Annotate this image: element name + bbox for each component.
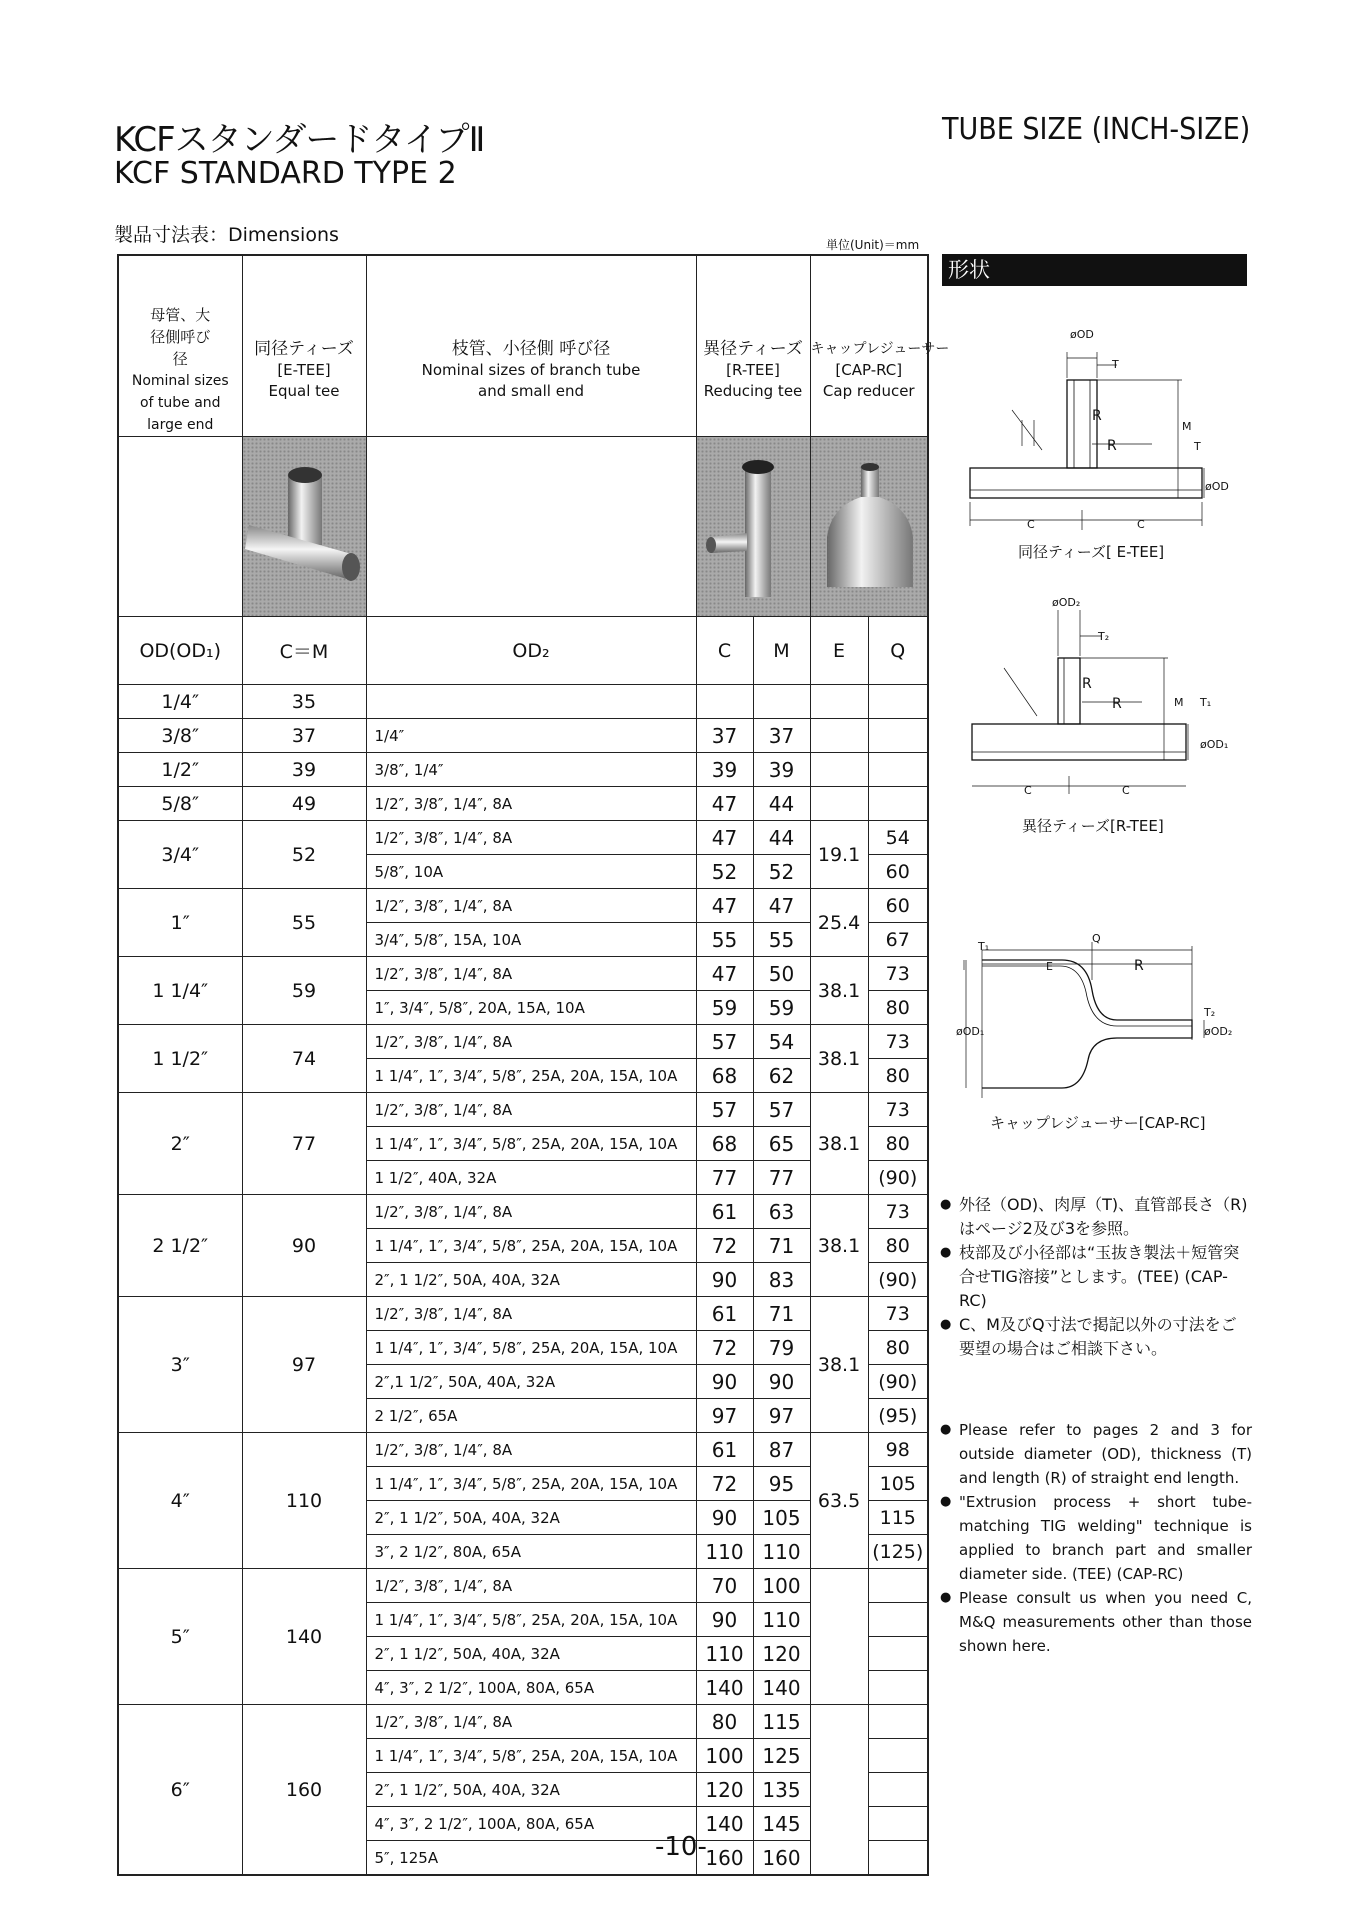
table-row [118,821,928,855]
rtee-caption: 異径ティーズ[R-TEE] [1022,817,1164,835]
q-cell: 73 [868,1025,928,1059]
q-cell: (95) [868,1399,928,1433]
e-cell [810,753,868,787]
c-cell: 72 [696,1331,753,1365]
table-row [118,1433,928,1467]
q-cell: (90) [868,1161,928,1195]
q-cell: (90) [868,1365,928,1399]
od2-cell: 2″, 1 1/2″, 50A, 40A, 32A [366,1263,696,1297]
q-cell [868,1705,928,1739]
m-cell: 125 [753,1739,810,1773]
q-cell: (125) [868,1535,928,1569]
od2-cell [366,685,696,719]
od-cell: 4″ [118,1433,242,1569]
m-cell: 52 [753,855,810,889]
e-cell: 25.4 [810,889,868,957]
note-en-1: ● Please refer to pages 2 and 3 for outside diameter (OD), thickness (T) and length (R) of straight end length. [940,1418,1252,1490]
q-cell [868,753,928,787]
m-cell: 105 [753,1501,810,1535]
svg-text:C: C [1122,784,1130,797]
c-cell: 61 [696,1297,753,1331]
c-cell: 68 [696,1059,753,1093]
svg-text:R: R [1134,958,1144,974]
cap-reducer-header: キャップレジューサー [CAP-RC] Cap reducer [810,255,928,437]
od-cell: 5/8″ [118,787,242,821]
col-m: M [753,617,810,685]
m-cell: 90 [753,1365,810,1399]
od-cell: 3″ [118,1297,242,1433]
blank-photo-cell [118,437,242,617]
c-cell: 47 [696,957,753,991]
svg-text:R: R [1092,408,1102,424]
q-cell: 80 [868,1229,928,1263]
col-od: OD(OD₁) [118,617,242,685]
branch-size-header: 枝管、小径側 呼び径 Nominal sizes of branch tube and small end [366,255,696,437]
q-cell [868,1841,928,1876]
od-cell: 1 1/4″ [118,957,242,1025]
svg-text:øOD: øOD [1070,328,1094,341]
svg-text:øOD₁: øOD₁ [1200,738,1229,751]
table-row [118,889,928,923]
q-cell: 115 [868,1501,928,1535]
tube-size-title: TUBE SIZE (INCH-SIZE) [942,112,1251,147]
od2-cell: 1/2″, 3/8″, 1/4″, 8A [366,1093,696,1127]
etee-caption: 同径ティーズ[ E-TEE] [1018,543,1165,561]
e-cell [810,1569,868,1705]
od2-cell: 1/2″, 3/8″, 1/4″, 8A [366,1433,696,1467]
e-cell: 38.1 [810,957,868,1025]
dimensions-label: 製品寸法表：Dimensions [114,224,339,246]
m-cell [753,685,810,719]
m-cell: 65 [753,1127,810,1161]
q-cell [868,1569,928,1603]
m-cell: 135 [753,1773,810,1807]
cap-caption: キャップレジューサー[CAP-RC] [990,1114,1206,1132]
q-cell: 98 [868,1433,928,1467]
reducing-tee-diagram [942,598,1252,818]
od2-cell: 1/2″, 3/8″, 1/4″, 8A [366,1195,696,1229]
svg-text:M: M [1182,420,1192,433]
svg-text:øOD₂: øOD₂ [1204,1025,1233,1038]
svg-text:T₂: T₂ [1098,630,1110,643]
c-cell: 37 [696,719,753,753]
svg-text:Q: Q [1092,932,1101,945]
c-cell: 77 [696,1161,753,1195]
od2-cell: 1 1/4″, 1″, 3/4″, 5/8″, 25A, 20A, 15A, 10A [366,1739,696,1773]
c-cell: 61 [696,1195,753,1229]
page-number: -10- [655,1832,707,1862]
q-cell: 80 [868,991,928,1025]
od2-cell: 1 1/4″, 1″, 3/4″, 5/8″, 25A, 20A, 15A, 10A [366,1331,696,1365]
table-row [118,1569,928,1603]
cm-cell: 52 [242,821,366,889]
svg-text:C: C [1027,518,1035,531]
od-cell: 1″ [118,889,242,957]
m-cell: 87 [753,1433,810,1467]
e-cell [810,719,868,753]
table-row [118,787,928,821]
od-cell: 3/4″ [118,821,242,889]
q-cell [868,1603,928,1637]
q-cell [868,787,928,821]
e-cell [810,685,868,719]
q-cell: 73 [868,1195,928,1229]
m-cell: 71 [753,1229,810,1263]
dimensions-table [117,254,950,1876]
e-cell: 19.1 [810,821,868,889]
od2-cell: 3″, 2 1/2″, 80A, 65A [366,1535,696,1569]
photo-row [118,437,928,617]
od2-cell: 2″,1 1/2″, 50A, 40A, 32A [366,1365,696,1399]
blank-photo-cell [366,437,696,617]
header-row [118,255,928,437]
c-cell: 55 [696,923,753,957]
od2-cell: 1 1/2″, 40A, 32A [366,1161,696,1195]
cm-cell: 35 [242,685,366,719]
c-cell: 57 [696,1093,753,1127]
svg-text:R: R [1112,696,1122,712]
svg-text:C: C [1137,518,1145,531]
m-cell: 77 [753,1161,810,1195]
svg-text:øOD₂: øOD₂ [1052,596,1081,609]
table-row [118,957,928,991]
q-cell: 54 [868,821,928,855]
note-en-3: ● Please consult us when you need C, M&Q measurements other than those shown here. [940,1586,1252,1658]
cm-cell: 55 [242,889,366,957]
rtee-header: 異径ティーズ [R-TEE] Reducing tee [696,255,810,437]
cm-cell: 90 [242,1195,366,1297]
c-cell: 47 [696,821,753,855]
m-cell: 140 [753,1671,810,1705]
od-cell: 3/8″ [118,719,242,753]
od2-cell: 1/2″, 3/8″, 1/4″, 8A [366,1569,696,1603]
table-row [118,1195,928,1229]
od2-cell: 1/2″, 3/8″, 1/4″, 8A [366,787,696,821]
table-row [118,1093,928,1127]
q-cell [868,1773,928,1807]
svg-text:C: C [1024,784,1032,797]
od2-cell: 1 1/4″, 1″, 3/4″, 5/8″, 25A, 20A, 15A, 10A [366,1229,696,1263]
od-cell: 1/4″ [118,685,242,719]
q-cell: 80 [868,1127,928,1161]
cm-cell: 37 [242,719,366,753]
q-cell [868,1637,928,1671]
c-cell: 90 [696,1603,753,1637]
e-cell: 38.1 [810,1297,868,1433]
q-cell: 67 [868,923,928,957]
od2-cell: 4″, 3″, 2 1/2″, 100A, 80A, 65A [366,1671,696,1705]
od2-cell: 2″, 1 1/2″, 50A, 40A, 32A [366,1637,696,1671]
c-cell: 100 [696,1739,753,1773]
svg-text:E: E [1046,960,1053,973]
e-cell: 38.1 [810,1195,868,1297]
od2-cell: 5″, 125A [366,1841,696,1876]
od2-cell: 1 1/4″, 1″, 3/4″, 5/8″, 25A, 20A, 15A, 10A [366,1127,696,1161]
c-cell: 72 [696,1229,753,1263]
m-cell: 100 [753,1569,810,1603]
c-cell: 57 [696,1025,753,1059]
reducing-tee-photo [696,437,810,617]
etee-header: 同径ティーズ [E-TEE] Equal tee [242,255,366,437]
od-cell: 6″ [118,1705,242,1876]
c-cell: 90 [696,1263,753,1297]
m-cell: 39 [753,753,810,787]
svg-text:R: R [1082,676,1092,692]
e-cell [810,1705,868,1876]
od2-cell: 2 1/2″, 65A [366,1399,696,1433]
e-cell: 38.1 [810,1093,868,1195]
od2-cell: 1 1/4″, 1″, 3/4″, 5/8″, 25A, 20A, 15A, 10A [366,1603,696,1637]
m-cell: 54 [753,1025,810,1059]
m-cell: 55 [753,923,810,957]
od2-cell: 4″, 3″, 2 1/2″, 100A, 80A, 65A [366,1807,696,1841]
c-cell: 90 [696,1365,753,1399]
notes-jp [940,1193,1252,1361]
od2-cell: 3/8″, 1/4″ [366,753,696,787]
note-jp-2: ● 枝部及び小径部は“玉抜き製法＋短管突合せTIG溶接”とします。(TEE) (CAP-RC) [940,1241,1252,1313]
m-cell: 47 [753,889,810,923]
m-cell: 110 [753,1535,810,1569]
svg-text:R: R [1107,438,1117,454]
m-cell: 110 [753,1603,810,1637]
m-cell: 37 [753,719,810,753]
q-cell: 73 [868,1093,928,1127]
cm-cell: 160 [242,1705,366,1876]
od-cell: 5″ [118,1569,242,1705]
m-cell: 57 [753,1093,810,1127]
main-size-header: 母管、大径側呼び径 Nominal sizes of tube and large end [118,255,242,437]
cm-cell: 39 [242,753,366,787]
equal-tee-photo [242,437,366,617]
col-e: E [810,617,868,685]
c-cell: 80 [696,1705,753,1739]
od2-cell: 1/2″, 3/8″, 1/4″, 8A [366,821,696,855]
od2-cell: 1/2″, 3/8″, 1/4″, 8A [366,957,696,991]
c-cell: 110 [696,1637,753,1671]
od2-cell: 2″, 1 1/2″, 50A, 40A, 32A [366,1501,696,1535]
note-jp-1: ● 外径（OD)、肉厚（T)、直管部長さ（R)はページ2及び3を参照。 [940,1193,1252,1241]
cm-cell: 97 [242,1297,366,1433]
c-cell: 39 [696,753,753,787]
note-jp-3: ● C、M及びQ寸法で掲記以外の寸法をご要望の場合はご相談下さい。 [940,1313,1252,1361]
cap-reducer-photo [810,437,928,617]
m-cell: 160 [753,1841,810,1876]
table-row [118,1025,928,1059]
col-cm: C＝M [242,617,366,685]
q-cell [868,1807,928,1841]
cm-cell: 74 [242,1025,366,1093]
q-cell: 60 [868,855,928,889]
od2-cell: 1/2″, 3/8″, 1/4″, 8A [366,1025,696,1059]
cm-cell: 49 [242,787,366,821]
m-cell: 145 [753,1807,810,1841]
q-cell: 80 [868,1331,928,1365]
svg-text:M: M [1174,696,1184,709]
od2-cell: 2″, 1 1/2″, 50A, 40A, 32A [366,1773,696,1807]
od2-cell: 5/8″, 10A [366,855,696,889]
unit-label: 単位(Unit)＝mm [826,238,920,252]
m-cell: 115 [753,1705,810,1739]
m-cell: 79 [753,1331,810,1365]
od2-cell: 1 1/4″, 1″, 3/4″, 5/8″, 25A, 20A, 15A, 10A [366,1059,696,1093]
title-jp: KCFスタンダードタイプⅡ [114,120,485,160]
c-cell: 52 [696,855,753,889]
m-cell: 120 [753,1637,810,1671]
q-cell: 80 [868,1059,928,1093]
q-cell [868,719,928,753]
c-cell: 68 [696,1127,753,1161]
c-cell [696,685,753,719]
c-cell: 72 [696,1467,753,1501]
q-cell: 73 [868,1297,928,1331]
table-row [118,685,928,719]
svg-text:øOD: øOD [1205,480,1229,493]
c-cell: 90 [696,1501,753,1535]
m-cell: 71 [753,1297,810,1331]
m-cell: 44 [753,787,810,821]
m-cell: 95 [753,1467,810,1501]
cm-cell: 140 [242,1569,366,1705]
cm-cell: 59 [242,957,366,1025]
c-cell: 59 [696,991,753,1025]
cm-cell: 110 [242,1433,366,1569]
col-c: C [696,617,753,685]
q-cell [868,685,928,719]
notes-en [940,1418,1252,1658]
table-row [118,1297,928,1331]
cm-cell: 77 [242,1093,366,1195]
c-cell: 160 [696,1841,753,1876]
od2-cell: 1 1/4″, 1″, 3/4″, 5/8″, 25A, 20A, 15A, 10A [366,1467,696,1501]
svg-text:T₂: T₂ [1204,1006,1216,1019]
od2-cell: 1″, 3/4″, 5/8″, 20A, 15A, 10A [366,991,696,1025]
svg-text:T₁: T₁ [1200,696,1212,709]
c-cell: 140 [696,1671,753,1705]
equal-tee-diagram [942,320,1252,560]
od2-cell: 1/2″, 3/8″, 1/4″, 8A [366,1705,696,1739]
table-row [118,1705,928,1739]
od2-cell: 1/4″ [366,719,696,753]
svg-text:T: T [1112,358,1119,371]
cap-reducer-diagram [942,920,1252,1120]
column-header-row [118,617,928,685]
table-row [118,753,928,787]
c-cell: 97 [696,1399,753,1433]
od2-cell: 3/4″, 5/8″, 15A, 10A [366,923,696,957]
col-od2: OD₂ [366,617,696,685]
od-cell: 2″ [118,1093,242,1195]
od-cell: 1 1/2″ [118,1025,242,1093]
title-en: KCF STANDARD TYPE 2 [114,156,457,191]
m-cell: 63 [753,1195,810,1229]
e-cell [810,787,868,821]
q-cell: 73 [868,957,928,991]
q-cell: 105 [868,1467,928,1501]
e-cell: 38.1 [810,1025,868,1093]
c-cell: 140 [696,1807,753,1841]
m-cell: 83 [753,1263,810,1297]
e-cell: 63.5 [810,1433,868,1569]
od2-cell: 1/2″, 3/8″, 1/4″, 8A [366,1297,696,1331]
od2-cell: 1/2″, 3/8″, 1/4″, 8A [366,889,696,923]
c-cell: 47 [696,889,753,923]
shape-title: 形状 [942,254,1247,286]
m-cell: 62 [753,1059,810,1093]
svg-text:T: T [1194,440,1201,453]
q-cell: 60 [868,889,928,923]
c-cell: 61 [696,1433,753,1467]
m-cell: 44 [753,821,810,855]
c-cell: 110 [696,1535,753,1569]
svg-text:øOD₁: øOD₁ [956,1025,985,1038]
c-cell: 120 [696,1773,753,1807]
m-cell: 59 [753,991,810,1025]
od-cell: 2 1/2″ [118,1195,242,1297]
m-cell: 97 [753,1399,810,1433]
table-row [118,719,928,753]
c-cell: 70 [696,1569,753,1603]
q-cell [868,1739,928,1773]
q-cell [868,1671,928,1705]
svg-text:T₁: T₁ [978,940,990,953]
note-en-2: ● "Extrusion process + short tube-matching TIG welding" technique is applied to branch part and smaller diameter side. (TEE) (CAP-RC) [940,1490,1252,1586]
od-cell: 1/2″ [118,753,242,787]
col-q: Q [868,617,928,685]
q-cell: (90) [868,1263,928,1297]
m-cell: 50 [753,957,810,991]
c-cell: 47 [696,787,753,821]
